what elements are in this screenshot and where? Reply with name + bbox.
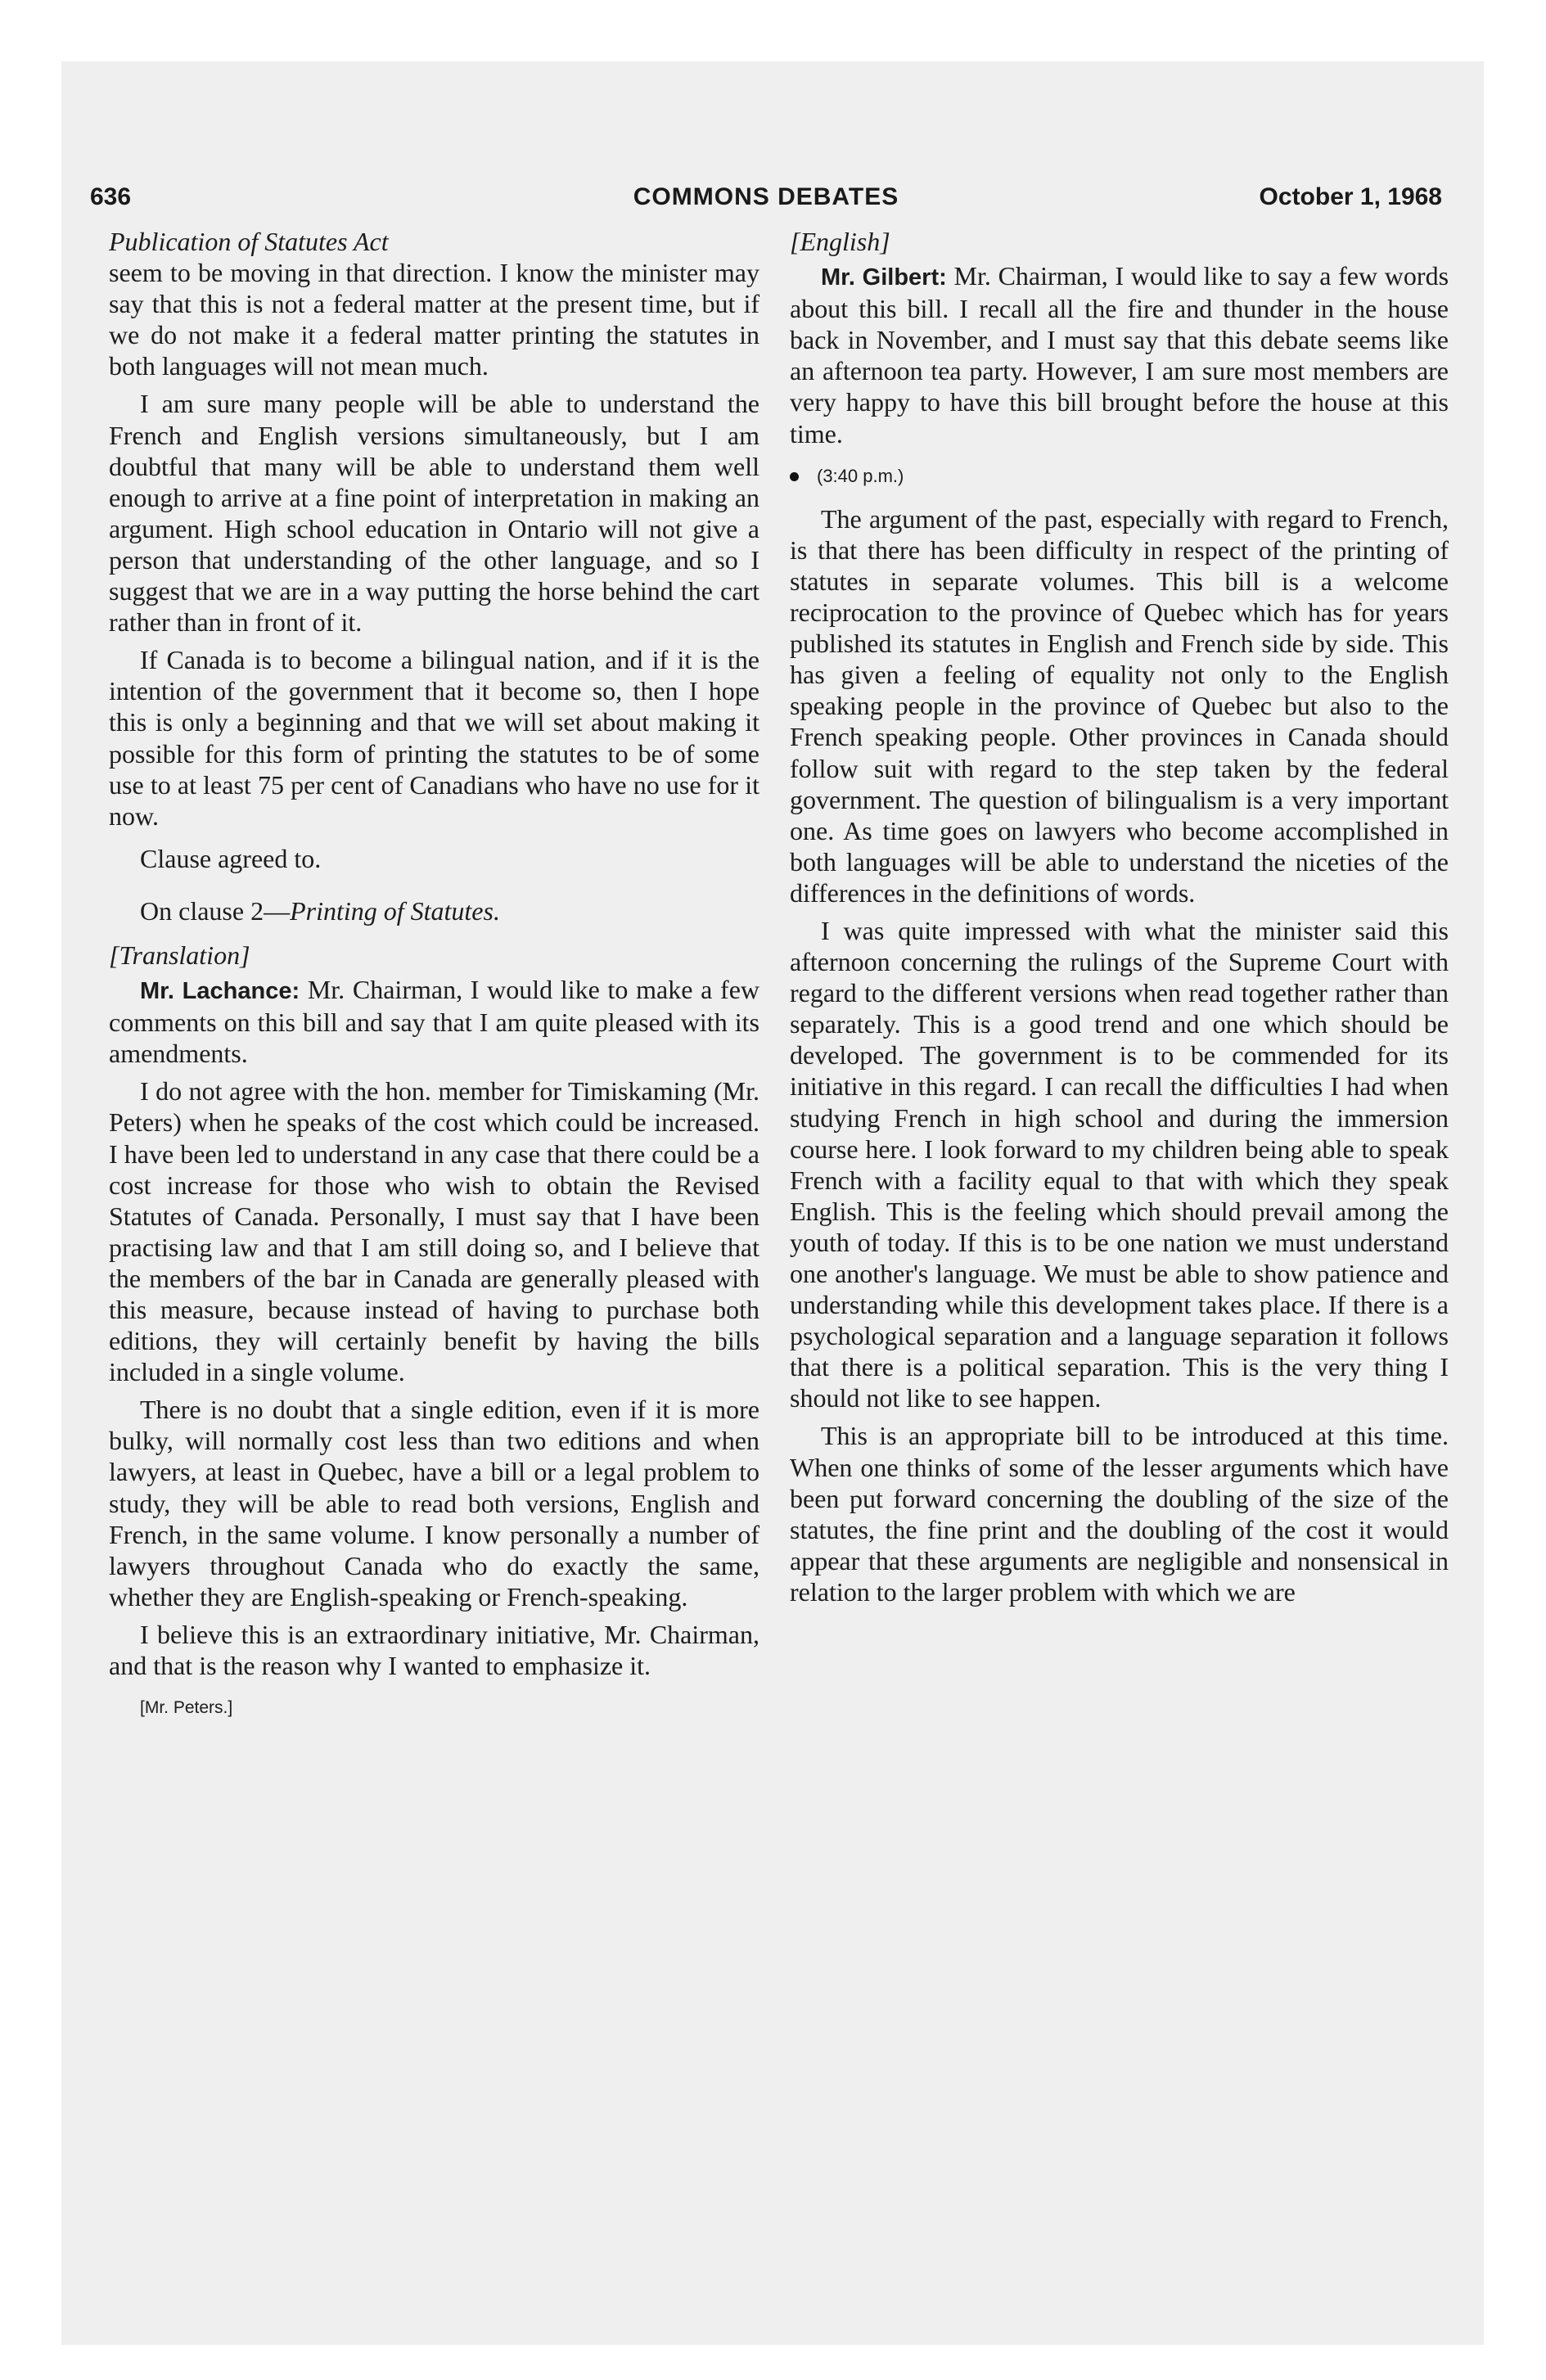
- time-stamp: (3:40 p.m.): [817, 465, 904, 486]
- page-number: 636: [90, 183, 132, 210]
- clause-agreed: Clause agreed to.: [140, 843, 322, 873]
- paragraph: I was quite impressed with what the minister said this afternoon concerning the rulings of the Supreme Court with regard to the different versions when read together rather than separately. This is a good trend and one which should be developed. The government is to be commended for its initiative in this regard. I can recall the difficulties I had when studying French in high school and during the immersion course here. I look forward to my children being able to speak French with a facility equal to that with which they speak English. This is the feeling which should prevail among the youth of today. If this is to be one nation we must understand one another's language. We must be able to show patience and understanding while this development takes place. If there is a psychological separation and a language separation it follows that there is a political separation. This is the very thing I should not like to see happen.: [790, 915, 1449, 1413]
- translation-label: [Translation]: [109, 940, 250, 970]
- footer-attribution: [Mr. Peters.]: [140, 1698, 233, 1718]
- speech-text: Mr. Chairman, I would like to make a few comments on this bill and say that I am quite pleased with its amendments.: [109, 975, 760, 1069]
- speaker-name: Mr. Lachance:: [140, 978, 300, 1005]
- clause-title: Printing of Statutes.: [290, 895, 500, 926]
- speaker-name: Mr. Gilbert:: [821, 264, 947, 291]
- page-header: [90, 183, 1442, 224]
- publication-date: October 1, 1968: [1259, 183, 1442, 210]
- english-label: [English]: [790, 227, 890, 256]
- clause-prefix: On clause 2—: [140, 895, 291, 926]
- left-column: [109, 226, 759, 1724]
- paragraph: I am sure many people will be able to understand the French and English versions simultaneously, but I am doubtful that many will be able to understand them well enough to arrive at a fine point of interpretation in making an argument. High school education in Ontario will not give a person that understanding of the other language, and so I suggest that we are in a way putting the horse behind the cart rather than in front of it.: [109, 389, 759, 638]
- running-subheading: Publication of Statutes Act: [109, 227, 389, 256]
- speech-text: Mr. Chairman, I would like to say a few words about this bill. I recall all the fire and thunder in the house back in November, and I must say that this debate seems like an afternoon tea party. However, I am sure most members are very happy to have this bill brought before the house at this time.: [790, 261, 1449, 449]
- paragraph: I believe this is an extraordinary initiative, Mr. Chairman, and that is the reason why I wanted to emphasize it.: [109, 1619, 759, 1681]
- bullet-icon: [790, 472, 799, 481]
- paragraph: There is no doubt that a single edition, even if it is more bulky, will normally cost less than two editions and when lawyers, at least in Quebec, have a bill or a legal problem to study, they will be able to read both versions, English and French, in the same volume. I know personally a number of lawyers throughout Canada who do exactly the same, whether they are English-speaking or French-speaking.: [109, 1395, 759, 1611]
- speech-paragraph: [790, 260, 1449, 449]
- paragraph: seem to be moving in that direction. I know the minister may say that this is not a federal matter at the present time, but if we do not make it a federal matter printing the statutes in both languages will not mean much.: [109, 258, 759, 381]
- paragraph: I do not agree with the hon. member for Timiskaming (Mr. Peters) when he speaks of the cost which could be increased. I have been led to understand in any case that there could be a cost increase for those who wish to obtain the Revised Statutes of Canada. Personally, I must say that I have been practising law and that I am still doing so, and I believe that the members of the bar in Canada are generally pleased with this measure, because instead of having to purchase both editions, they will certainly benefit by having the bills included in a single volume.: [109, 1076, 759, 1387]
- publication-title: COMMONS DEBATES: [633, 183, 899, 210]
- speech-paragraph: [109, 974, 759, 1069]
- time-marker: [790, 461, 1449, 492]
- paragraph: The argument of the past, especially with regard to French, is that there has been difficulty in respect of the printing of statutes in separate volumes. This bill is a welcome reciprocation to the province of Quebec which has for years published its statutes in English and French side by side. This has given a feeling of equality not only to the English speaking people in the province of Quebec but also to the French speaking people. Other provinces in Canada should follow suit with regard to the step taken by the federal government. The question of bilingualism is a very important one. As time goes on lawyers who become accomplished in both languages will be able to understand the niceties of the differences in the definitions of words.: [790, 503, 1449, 908]
- paragraph: This is an appropriate bill to be introduced at this time. When one thinks of some of the lesser arguments which have been put forward concerning the doubling of the size of the statutes, the fine print and the doubling of the cost it would appear that these arguments are negligible and nonsensical in relation to the larger problem with which we are: [790, 1421, 1449, 1607]
- right-column: [790, 226, 1449, 1607]
- paragraph: If Canada is to become a bilingual nation, and if it is the intention of the government that it become so, then I hope this is only a beginning and that we will set about making it possible for this form of printing the statutes to be of some use to at least 75 per cent of Canadians who have no use for it now.: [109, 645, 759, 831]
- clause-heading: [109, 895, 759, 926]
